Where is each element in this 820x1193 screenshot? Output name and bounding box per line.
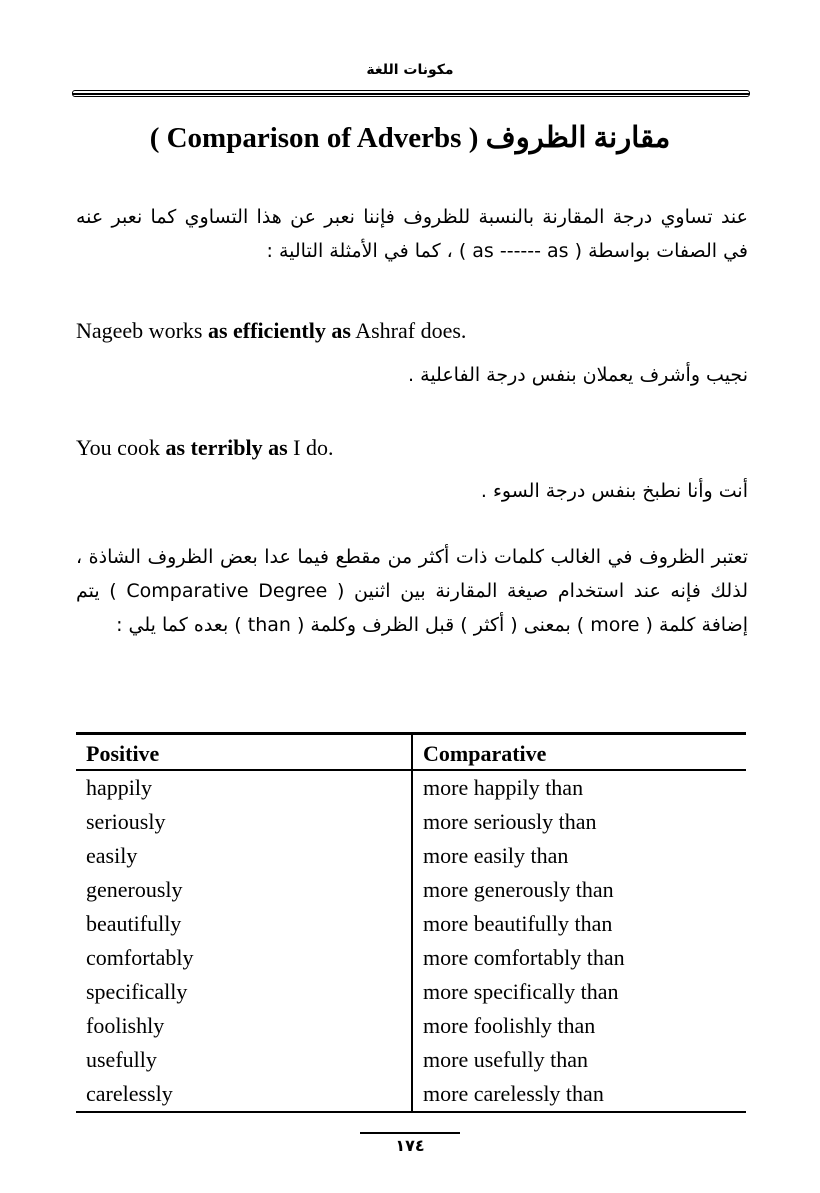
- table-row: [76, 941, 746, 975]
- text: Nageeb works: [76, 318, 208, 343]
- header-rule: [72, 90, 750, 97]
- table-row: [76, 975, 746, 1009]
- page-number: ١٧٤: [395, 1136, 425, 1155]
- comparative-cell: more easily than: [423, 843, 569, 868]
- emphasis: as terribly as: [165, 435, 288, 460]
- comparative-paragraph: تعتبر الظروف في الغالب كلمات ذات أكثر من مقطع فيما عدا بعض الظروف الشاذة ، لذلك فإنه عند استخدام صيغة المقارنة بين اثنين ( Comparative Degree ) يتم إضافة كلمة ( more ) بمعنى ( أكثر ) قبل الظرف وكلمة ( than ) بعده كما يلي :: [76, 546, 748, 636]
- comparative-cell: more seriously than: [423, 809, 597, 834]
- example-1-arabic: نجيب وأشرف يعملان بنفس درجة الفاعلية .: [408, 364, 748, 386]
- table-row: [76, 1009, 746, 1043]
- table-row: [76, 873, 746, 907]
- comparative-cell: more comfortably than: [423, 945, 625, 970]
- comparative-cell: more generously than: [423, 877, 614, 902]
- example-2-english: [76, 435, 333, 461]
- positive-cell: beautifully: [76, 907, 412, 941]
- text: You cook: [76, 435, 166, 460]
- example-1-english: [76, 318, 466, 344]
- emphasis: as efficiently as: [207, 318, 351, 343]
- comparative-cell: more foolishly than: [423, 1013, 596, 1038]
- intro-paragraph: عند تساوي درجة المقارنة بالنسبة للظروف فإننا نعبر عن هذا التساوي كما نعبر عنه في الصفات بواسطة ( as ------ as ) ، كما في الأمثلة التالية :: [76, 206, 748, 262]
- table-row: [76, 1043, 746, 1077]
- comparative-cell: more happily than: [423, 775, 584, 800]
- example-2-arabic: أنت وأنا نطبخ بنفس درجة السوء .: [480, 480, 748, 502]
- table-row: [76, 805, 746, 839]
- comparative-cell: more carelessly than: [412, 1077, 746, 1112]
- table-row: [76, 839, 746, 873]
- comparison-table: [76, 732, 746, 1113]
- positive-cell: usefully: [76, 1043, 412, 1077]
- text: I do.: [287, 435, 334, 460]
- comparative-cell: more beautifully than: [423, 911, 613, 936]
- column-header-positive: Positive: [76, 734, 412, 771]
- positive-cell: happily: [76, 770, 412, 805]
- positive-cell: carelessly: [76, 1077, 412, 1112]
- running-header: مكونات اللغة: [366, 62, 454, 78]
- page-title: مقارنة الظروف ( Comparison of Adverbs ): [149, 122, 671, 154]
- column-header-comparative: Comparative: [412, 734, 746, 771]
- table-row: [76, 1077, 746, 1112]
- positive-cell: specifically: [76, 975, 412, 1009]
- positive-cell: seriously: [76, 805, 412, 839]
- table-row: [76, 907, 746, 941]
- text: Ashraf does.: [350, 318, 467, 343]
- positive-cell: easily: [76, 839, 412, 873]
- positive-cell: comfortably: [76, 941, 412, 975]
- table-row: [76, 770, 746, 805]
- comparative-cell: more specifically than: [423, 979, 619, 1004]
- comparative-cell: more usefully than: [423, 1047, 588, 1072]
- positive-cell: generously: [76, 873, 412, 907]
- footer-rule: [360, 1132, 460, 1134]
- positive-cell: foolishly: [76, 1009, 412, 1043]
